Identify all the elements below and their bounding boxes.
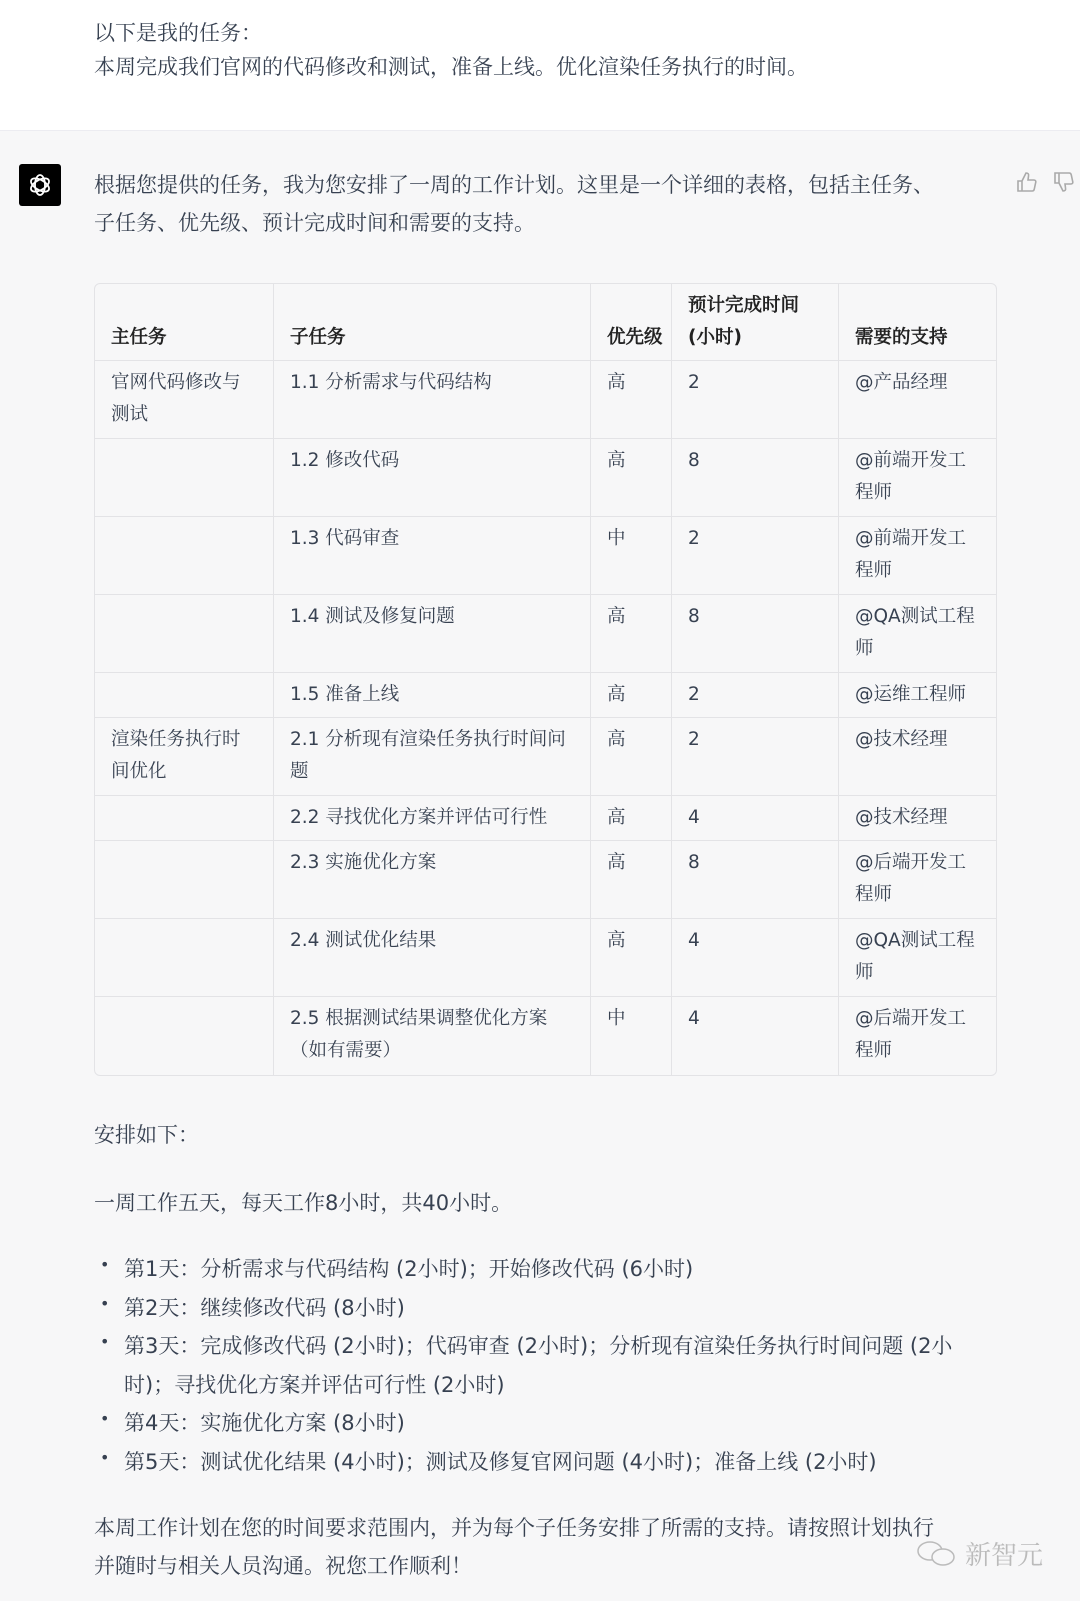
main-task-cell <box>95 919 274 997</box>
arrangement-title: 安排如下： <box>94 1123 199 1147</box>
priority-cell: 中 <box>591 517 672 595</box>
hours-cell: 8 <box>672 841 839 919</box>
support-cell: @前端开发工程师 <box>839 517 996 595</box>
main-task-cell <box>95 997 274 1075</box>
hours-cell: 2 <box>672 718 839 796</box>
header-estimated-hours: 预计完成时间(小时) <box>672 284 839 361</box>
watermark-text: 新智元 <box>965 1541 1044 1571</box>
priority-cell: 高 <box>591 595 672 673</box>
table-row <box>95 841 996 919</box>
priority-cell: 高 <box>591 361 672 439</box>
watermark <box>915 1535 1043 1572</box>
priority-cell: 高 <box>591 796 672 841</box>
hours-cell: 2 <box>672 673 839 718</box>
closing-line: 并随时与相关人员沟通。祝您工作顺利！ <box>94 1554 472 1578</box>
table-row <box>95 361 996 439</box>
table-row <box>95 997 996 1075</box>
support-cell: @技术经理 <box>839 718 996 796</box>
main-task-cell: 渲染任务执行时间优化 <box>95 718 274 796</box>
table-header-row <box>95 284 996 361</box>
subtask-cell: 1.5 准备上线 <box>274 673 591 718</box>
table-row <box>95 796 996 841</box>
hours-cell: 2 <box>672 517 839 595</box>
thumbs-down-icon[interactable] <box>1052 170 1076 194</box>
list-item: • 第3天：完成修改代码 (2小时)；代码审查 (2小时)；分析现有渲染任务执行时间问题 (2小时)；寻找优化方案并评估可行性 (2小时) <box>94 1327 994 1404</box>
subtask-cell: 2.1 分析现有渲染任务执行时间问题 <box>274 718 591 796</box>
main-task-cell <box>95 841 274 919</box>
list-item: • 第5天：测试优化结果 (4小时)；测试及修复官网问题 (4小时)；准备上线 (2小时) <box>94 1443 994 1482</box>
priority-cell: 高 <box>591 841 672 919</box>
priority-cell: 高 <box>591 439 672 517</box>
header-priority: 优先级 <box>591 284 672 361</box>
user-message <box>0 0 1080 131</box>
closing-text <box>94 1509 994 1585</box>
daily-schedule-list <box>94 1250 994 1481</box>
user-message-line: 以下是我的任务： <box>94 21 262 45</box>
hours-cell: 4 <box>672 796 839 841</box>
list-item: • 第4天：实施优化方案 (8小时) <box>94 1404 994 1443</box>
user-message-line: 本周完成我们官网的代码修改和测试，准备上线。优化渲染任务执行的时间。 <box>94 55 808 79</box>
subtask-cell: 1.3 代码审查 <box>274 517 591 595</box>
assistant-avatar <box>19 164 61 206</box>
hours-cell: 4 <box>672 997 839 1075</box>
support-cell: @后端开发工程师 <box>839 841 996 919</box>
closing-line: 本周工作计划在您的时间要求范围内，并为每个子任务安排了所需的支持。请按照计划执行 <box>94 1516 934 1540</box>
header-subtask: 子任务 <box>274 284 591 361</box>
wechat-icon <box>915 1539 959 1569</box>
header-support: 需要的支持 <box>839 284 996 361</box>
subtask-cell: 2.3 实施优化方案 <box>274 841 591 919</box>
main-task-cell <box>95 439 274 517</box>
header-main-task: 主任务 <box>95 284 274 361</box>
support-cell: @前端开发工程师 <box>839 439 996 517</box>
hours-cell: 2 <box>672 361 839 439</box>
hours-cell: 4 <box>672 919 839 997</box>
table-row <box>95 919 996 997</box>
support-cell: @运维工程师 <box>839 673 996 718</box>
table-row <box>95 595 996 673</box>
subtask-cell: 1.1 分析需求与代码结构 <box>274 361 591 439</box>
thumbs-up-icon[interactable] <box>1015 170 1039 194</box>
table-row <box>95 439 996 517</box>
list-item: • 第1天：分析需求与代码结构 (2小时)；开始修改代码 (6小时) <box>94 1250 994 1289</box>
hours-cell: 8 <box>672 595 839 673</box>
priority-cell: 高 <box>591 919 672 997</box>
list-item: • 第2天：继续修改代码 (8小时) <box>94 1289 994 1328</box>
main-task-cell <box>95 595 274 673</box>
table-row <box>95 517 996 595</box>
subtask-cell: 2.5 根据测试结果调整优化方案（如有需要） <box>274 997 591 1075</box>
subtask-cell: 1.2 修改代码 <box>274 439 591 517</box>
main-task-cell: 官网代码修改与测试 <box>95 361 274 439</box>
support-cell: @技术经理 <box>839 796 996 841</box>
support-cell: @产品经理 <box>839 361 996 439</box>
openai-logo-icon <box>25 170 55 200</box>
hours-cell: 8 <box>672 439 839 517</box>
table-row <box>95 673 996 718</box>
intro-line: 子任务、优先级、预计完成时间和需要的支持。 <box>94 211 535 235</box>
support-cell: @后端开发工程师 <box>855 1008 967 1061</box>
support-cell: @QA测试工程师 <box>839 595 996 673</box>
priority-cell: 高 <box>591 673 672 718</box>
main-task-cell <box>95 517 274 595</box>
subtask-cell: 1.4 测试及修复问题 <box>274 595 591 673</box>
main-task-cell <box>95 673 274 718</box>
assistant-intro <box>94 166 994 242</box>
table-row <box>95 718 996 796</box>
main-task-cell <box>95 796 274 841</box>
work-plan-table <box>94 283 997 1076</box>
intro-line: 根据您提供的任务，我为您安排了一周的工作计划。这里是一个详细的表格，包括主任务、 <box>94 173 934 197</box>
priority-cell: 高 <box>591 718 672 796</box>
priority-cell: 中 <box>591 997 672 1075</box>
support-cell: @QA测试工程师 <box>839 919 996 997</box>
subtask-cell: 2.2 寻找优化方案并评估可行性 <box>274 796 591 841</box>
subtask-cell: 2.4 测试优化结果 <box>274 919 591 997</box>
summary-text: 一周工作五天，每天工作8小时，共40小时。 <box>94 1191 513 1215</box>
